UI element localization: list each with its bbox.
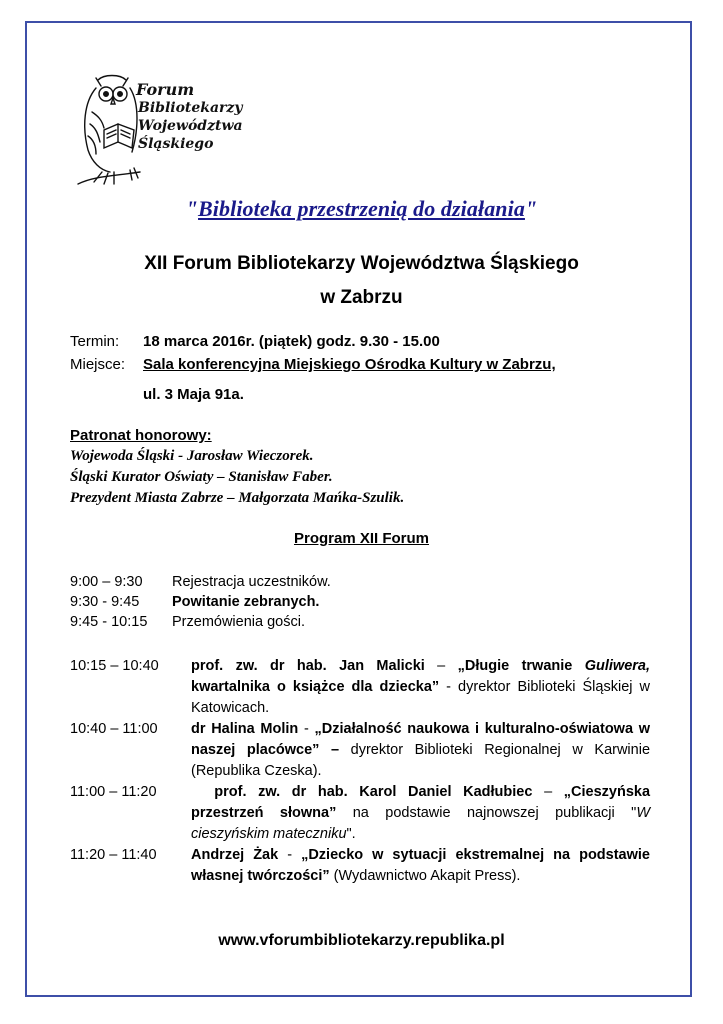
lecture-title: „Dziecko w sytuacji ekstremalnej na podstawie własnej twórczości” xyxy=(191,847,650,884)
program-item xyxy=(70,572,331,592)
speaker-affiliation: - dyrektor Biblioteki Śląskiej w Katowicach. xyxy=(191,679,650,716)
publication-title: W cieszyńskim mateczniku xyxy=(191,805,650,842)
miejsce-label: Miejsce: xyxy=(70,356,126,373)
lecture-title-cont: kwartalnika o książce dla dziecka” xyxy=(191,679,440,695)
website-link[interactable]: www.vforumbibliotekarzy.republika.pl xyxy=(218,932,505,949)
program-title: Program XII Forum xyxy=(293,530,430,547)
event-details xyxy=(70,330,556,406)
program-time: 11:00 – 11:20 xyxy=(70,784,157,800)
honorary-patronage xyxy=(70,426,404,509)
termin-label: Termin: xyxy=(70,333,120,350)
owl-icon xyxy=(74,72,144,187)
program-lecture xyxy=(70,845,650,887)
program-text: Przemówienia gości. xyxy=(172,614,305,630)
termin-row xyxy=(70,330,556,353)
patron-item: Wojewoda Śląski - Jarosław Wieczorek. xyxy=(70,448,314,464)
program-lecture xyxy=(70,719,650,782)
motto-text: Biblioteka przestrzenią do działania xyxy=(198,196,525,221)
address-value: ul. 3 Maja 91a. xyxy=(143,386,244,403)
lecture-title: „Cieszyńska przestrzeń słowna” xyxy=(191,784,651,821)
speaker-affiliation: dyrektor Biblioteki Regionalnej w Karwinie (Republika Czeska). xyxy=(191,742,651,779)
lecture-title: „Długie trwanie xyxy=(457,658,585,674)
lecture-description: prof. zw. dr hab. Jan Malicki – „Długie trwanie Guliwera, kwartalnika o książce dla dziecka” - dyrektor Biblioteki Śląskiej w Katowicach. xyxy=(191,658,650,716)
event-motto xyxy=(0,196,723,222)
program-time: 10:15 – 10:40 xyxy=(70,658,159,674)
publisher-note: (Wydawnictwo Akapit Press). xyxy=(329,868,521,884)
patronage-heading: Patronat honorowy: xyxy=(70,427,212,444)
program-text: Rejestracja uczestników. xyxy=(172,574,331,590)
program-time: 11:20 – 11:40 xyxy=(70,847,157,863)
program-text: Powitanie zebranych. xyxy=(172,594,320,610)
termin-value: 18 marca 2016r. (piątek) godz. 9.30 - 15.00 xyxy=(143,333,440,350)
patron-item: Śląski Kurator Oświaty – Stanisław Faber. xyxy=(70,469,333,485)
event-title xyxy=(0,247,723,315)
lecture-description: Andrzej Żak - „Dziecko w sytuacji ekstremalnej na podstawie własnej twórczości” (Wydawnictwo Akapit Press). xyxy=(191,847,650,884)
logo-line-1: Forum xyxy=(136,80,195,99)
event-title-line-1: XII Forum Bibliotekarzy Województwa Śląskiego xyxy=(144,253,579,274)
speaker-name: prof. zw. dr hab. Jan Malicki xyxy=(191,658,425,674)
logo-line-3: Województwa xyxy=(138,118,243,134)
program-item xyxy=(70,612,331,632)
patron-item: Prezydent Miasta Zabrze – Małgorzata Mańka-Szulik. xyxy=(70,490,405,506)
program-time: 9:45 - 10:15 xyxy=(70,614,148,630)
miejsce-value: Sala konferencyjna Miejskiego Ośrodka Kultury w Zabrzu, xyxy=(143,356,556,373)
program-lecture-list xyxy=(70,656,650,887)
motto-quote-open: " xyxy=(185,196,199,221)
program-time: 9:00 – 9:30 xyxy=(70,574,143,590)
address-row xyxy=(70,383,556,406)
lecture-description: prof. zw. dr hab. Karol Daniel Kadłubiec – „Cieszyńska przestrzeń słowna” na podstawie najnowszej publikacji "W cieszyńskim mateczniku". xyxy=(191,784,651,842)
program-lecture xyxy=(70,656,650,719)
logo-wordmark xyxy=(136,81,243,153)
event-title-line-2: w Zabrzu xyxy=(320,287,403,308)
program-time: 9:30 - 9:45 xyxy=(70,594,140,610)
lecture-title: „Działalność naukowa i kulturalno-oświatowa w naszej placówce” – xyxy=(191,721,651,758)
program-lecture xyxy=(70,782,650,845)
forum-logo xyxy=(74,72,244,187)
miejsce-row xyxy=(70,353,556,376)
logo-line-4: Śląskiego xyxy=(138,136,214,152)
speaker-name: prof. zw. dr hab. Karol Daniel Kadłubiec xyxy=(191,784,533,800)
lecture-title-italic: Guliwera, xyxy=(584,658,650,674)
motto-quote-close: " xyxy=(524,196,538,221)
program-item xyxy=(70,592,331,612)
program-short-list xyxy=(70,572,331,632)
lecture-description: dr Halina Molin - „Działalność naukowa i kulturalno-oświatowa w naszej placówce” – dyrektor Biblioteki Regionalnej w Karwinie (Republika Czeska). xyxy=(191,721,651,779)
program-time: 10:40 – 11:00 xyxy=(70,721,158,737)
speaker-name: Andrzej Żak xyxy=(191,847,279,863)
logo-line-2: Bibliotekarzy xyxy=(138,100,243,116)
speaker-name: dr Halina Molin xyxy=(191,721,299,737)
